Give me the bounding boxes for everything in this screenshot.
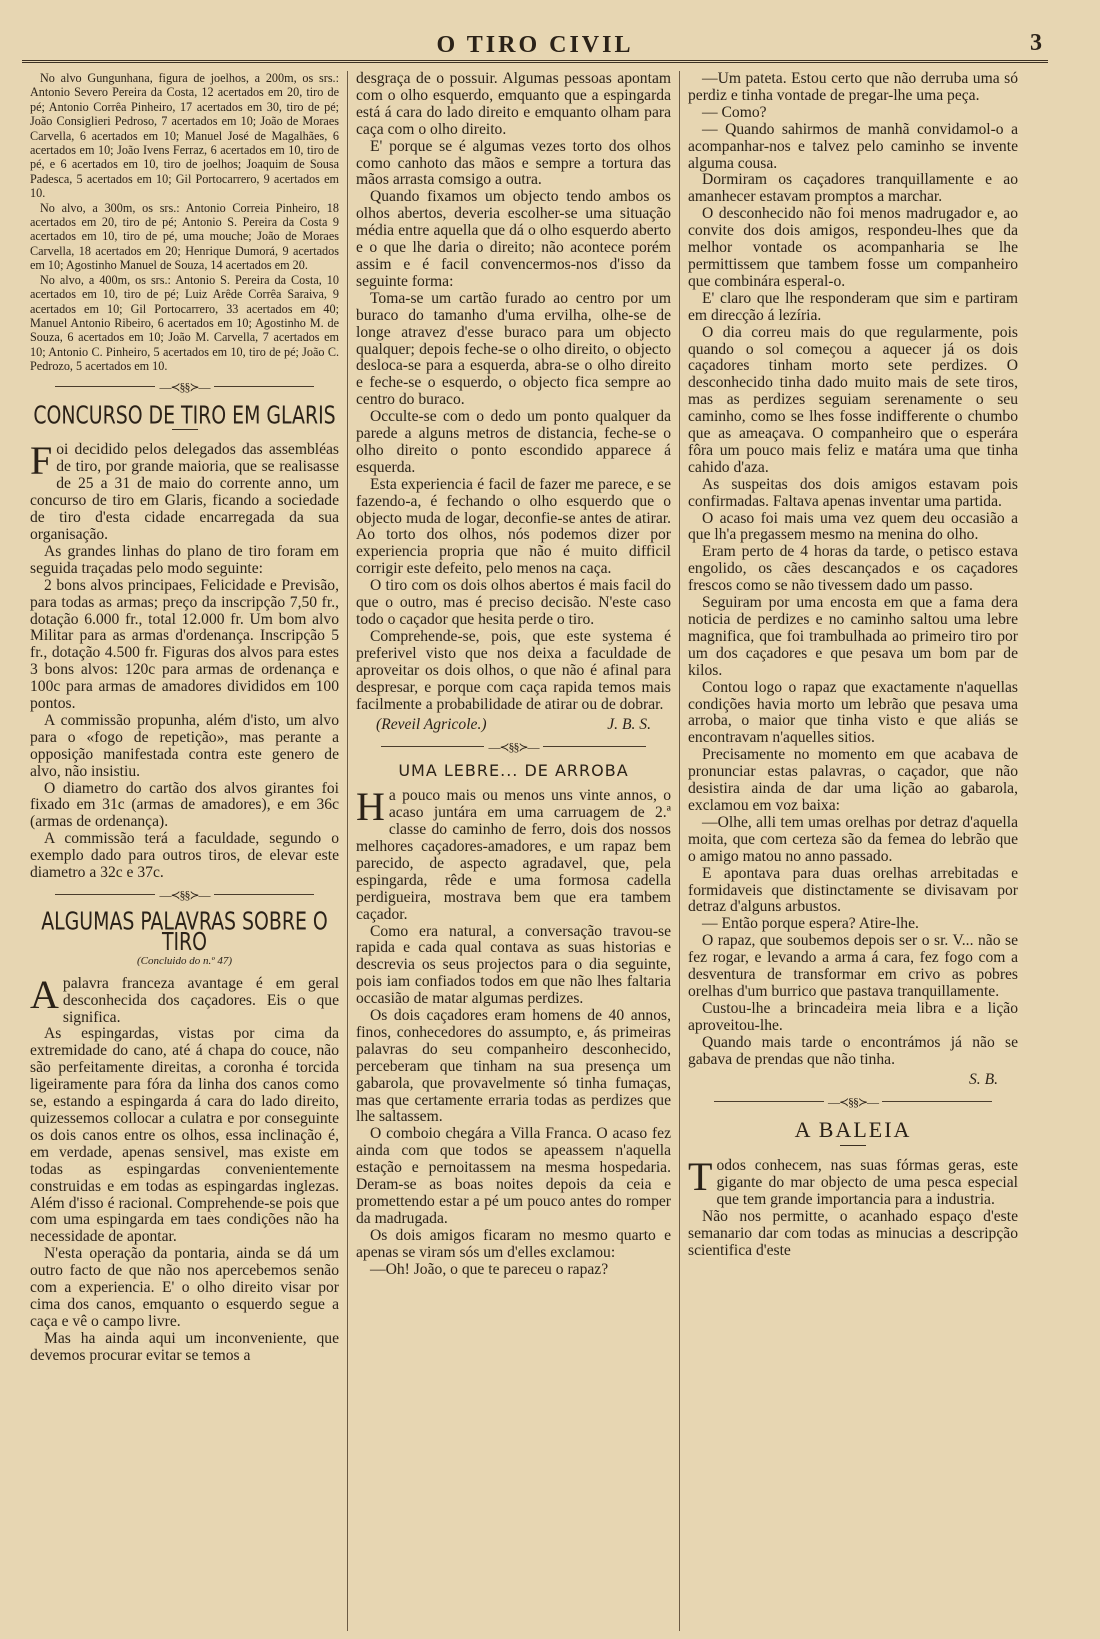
lebre-paragraph: Contou logo o rapaz que exactamente n'aquellas condições havia morto um lebrão que pesava uma arroba, o maior que tinha visto e que aliás se encontravam n'aquelles sitios. bbox=[688, 678, 1018, 747]
lebre-paragraph: Eram perto de 4 horas da tarde, o petisco estava engolido, os cães descançados e os caçadores frescos como se não tivessem dado um passo. bbox=[688, 543, 1018, 595]
palavras-paragraph: Comprehende-se, pois, que este systema é preferivel visto que nos deixa a faculdade de aproveitar os dois olhos, o que não é afinal para despresar, e porque com caça rapida temos mais facilmente a probabilidade de atirar ou de dobrar. bbox=[356, 627, 671, 713]
palavras-title: ALGUMAS PALAVRAS SOBRE O TIRO bbox=[41, 906, 328, 956]
palavras-paragraph: O tiro com os dois olhos abertos é mais facil do que o outro, mas é preciso decisão. N'este caso todo o caçador que hesita perde o tiro. bbox=[356, 577, 671, 628]
concurso-title: CONCURSO DE TIRO EM GLARIS bbox=[33, 400, 336, 429]
dropcap: A bbox=[30, 971, 59, 1017]
lebre-paragraph: —Um pateta. Estou certo que não derruba uma só perdiz e tinha vontade de pregar-lhe uma peça. bbox=[688, 71, 1018, 104]
concurso-paragraph: A commissão terá a faculdade, segundo o exemplo dado para outros tiros, de elevar este diametro a 32c e 37c. bbox=[30, 830, 339, 882]
lebre-paragraph: Seguiram por uma encosta em que a fama dera noticia de perdizes e no caminho saltou uma lebre magnifica, que foi trambulhada ao primeiro tiro por um dos caçadores e que pesava um bom par de kilos. bbox=[688, 594, 1018, 679]
palavras-paragraph: desgraça de o possuir. Algumas pessoas apontam com o olho esquerdo, emquanto que a espingarda está á cara do lado direito e emquanto olham para caça com o olho direito. bbox=[356, 71, 671, 138]
separator: —≺§§≻— bbox=[688, 1094, 1018, 1108]
column-1 bbox=[22, 71, 348, 1631]
palavras-paragraph: Esta experiencia é facil de fazer me parece, e se fazendo-a, é fechando o olho esquerdo que o objecto muda de logar, deconfie-se antes de atirar. Ao torto dos olhos, nós podemos dizer por experiencia propria que não é muito difficil corrigir este defeito, pelo menos na caça. bbox=[356, 475, 671, 578]
lebre-paragraph: As suspeitas dos dois amigos estavam pois confirmadas. Faltava apenas inventar uma partida. bbox=[688, 475, 1018, 510]
lebre-paragraph: O desconhecido não foi menos madrugador e, ao convite dos dois amigos, respondeu-lhes que da melhor vontade os acompanharia se lhe permittissem que tambem fosse um companheiro que combinára esperal-o. bbox=[688, 205, 1018, 290]
article-author: J. B. S. bbox=[607, 716, 651, 734]
lebre-paragraph: Dormiram os caçadores tranquillamente e ao amanhecer estavam promptos a marchar. bbox=[688, 171, 1018, 206]
lebre-title: UMA LEBRE... DE ARROBA bbox=[398, 761, 629, 781]
dropcap: H bbox=[356, 784, 385, 830]
palavras-paragraph: E' porque se é algumas vezes torto dos olhos como canhoto das mãos e sempre a tortura das mãos arrasta comsigo a outra. bbox=[356, 137, 671, 189]
concurso-first-paragraph: Foi decidido pelos delegados das assembléas de tiro, por grande maioria, que se realisasse de 25 a 31 de maio do corrente anno, um concurso de tiro em Glaris, ficando a sociedade de tiro d'esta cidade encarregada da sua organisação. bbox=[30, 438, 339, 543]
lebre-paragraph: Quando mais tarde o encontrámos já não se gabava de prendas que não tinha. bbox=[688, 1033, 1018, 1068]
dropcap: F bbox=[30, 438, 53, 484]
lebre-first-paragraph: Ha pouco mais ou menos uns vinte annos, o acaso juntára em uma carruagem de 2.ª classe do caminho de ferro, dois dos nossos melhores caçadores-amadores, e um rapaz bem parecido, de aspecto agradavel, que, pela espingarda, rêde e uma formosa cadella perdigueira, mostrava bem que era tambem caçador. bbox=[356, 784, 671, 923]
separator: —≺§§≻— bbox=[356, 739, 671, 753]
lebre-paragraph: — Como? bbox=[702, 103, 767, 121]
article-source: (Reveil Agricole.) bbox=[376, 716, 487, 734]
palavras-first-paragraph: Apalavra franceza avantage é em geral desconhecida dos caçadores. Eis o que significa. bbox=[30, 971, 339, 1026]
lebre-paragraph: O acaso foi mais uma vez quem deu occasião a que lh'a pregassem mesmo na menina do olho. bbox=[688, 509, 1018, 544]
newspaper-title: O TIRO CIVIL bbox=[436, 32, 634, 58]
palavras-paragraph: Mas ha ainda aqui um inconveniente, que devemos procurar evitar se temos a bbox=[30, 1329, 339, 1364]
short-rule bbox=[172, 429, 198, 430]
lebre-paragraph: Os dois amigos ficaram no mesmo quarto e apenas se viram sós um d'elles exclamou: bbox=[356, 1226, 671, 1261]
baleia-paragraph: Não nos permitte, o acanhado espaço d'este semanario dar com todas as minucias a descripção scientifica d'este bbox=[688, 1208, 1018, 1259]
columns bbox=[22, 71, 1048, 1631]
palavras-paragraph: Quando fixamos um objecto tendo ambos os olhos abertos, deveria escolher-se uma situação média entre aquella que dá o olho esquerdo aberto e o que lhe daria o direito; não acontece porém assim e é facil convencermos-nos d'isso da seguinte forma: bbox=[356, 188, 671, 290]
lebre-paragraph: Como era natural, a conversação travou-se rapida e cada qual contava as suas historias e descrevia os seus projectos para o dia seguinte, pois iam confiados todos em que não lhes faltaria occasião de matar algumas perdizes. bbox=[356, 922, 671, 1008]
lebre-paragraph: Os dois caçadores eram homens de 40 annos, finos, conhecedores do assumpto, e, ás primeiras palavras do seu companheiro desconhecido, perceberam que tinham na sua presença um gabarola, que provavelmente só tinha fumaças, mas que certamente erraria todas as perdizes que lhe saltassem. bbox=[356, 1007, 671, 1126]
concurso-paragraph: 2 bons alvos principaes, Felicidade e Previsão, para todas as armas; preço da inscripção 7,50 fr., dotação 6.000 fr., total 12.000 fr. Um bom alvo Militar para as armas d'ordenança. Inscripção 5 fr., dotação 4.500 fr. Figuras dos alvos para estes 3 bons alvos: 120c para armas de ordenança e 100c para armas de amadores divididos em 100 pontos. bbox=[30, 576, 339, 713]
lebre-paragraph: Custou-lhe a brincadeira meia libra e a lição aproveitou-lhe. bbox=[688, 999, 1018, 1034]
signature-line bbox=[356, 717, 671, 734]
lebre-paragraph: — Então porque espera? Atire-lhe. bbox=[702, 915, 919, 933]
lebre-paragraph: O rapaz, que soubemos depois ser o sr. V... não se fez rogar, e levando a arma á cara, fez fogo com a desventura de transformar em crivo as pobres orelhas d'um burrico que pastava tranquillamente. bbox=[688, 932, 1018, 1000]
baleia-title: A BALEIA bbox=[794, 1117, 912, 1143]
lebre-paragraph: O comboio chegára a Villa Franca. O acaso fez ainda com que todos se apeassem n'aquella estação e pernoitassem na mesma hospedaria. Deram-se as boas noites depois da ceia e promettendo estar a pé um pouco antes do romper da madrugada. bbox=[356, 1125, 671, 1227]
baleia-first-paragraph: Todos conhecem, nas suas fórmas geras, este gigante do mar objecto de uma pesca especial que tem grande importancia para a industria. bbox=[688, 1154, 1018, 1209]
lebre-paragraph: E apontava para duas orelhas arrebitadas e formidaveis que distinctamente se divisavam por detraz d'alguns arbustos. bbox=[688, 864, 1018, 916]
masthead bbox=[22, 28, 1048, 63]
lebre-paragraph: —Oh! João, o que te pareceu o rapaz? bbox=[370, 1260, 609, 1278]
lebre-paragraph: Precisamente no momento em que acabava de pronunciar estas palavras, o caçador, que não desistira ainda de dar uma lição ao gabarola, exclamou em voz baixa: bbox=[688, 746, 1018, 814]
article-author: S. B. bbox=[968, 1071, 998, 1089]
palavras-paragraph: Toma-se um cartão furado ao centro por um buraco do tamanho d'uma ervilha, olhe-se de longe atravez d'esse buraco para um objecto qualquer; depois feche-se o olho direito, o objecto desloca-se para a esquerda, abra-se o olho direito e feche-se o esquerdo, o objecto fica sempre ao centro do buraco. bbox=[356, 289, 671, 409]
column-2 bbox=[348, 71, 680, 1631]
lebre-paragraph: —Olhe, alli tem umas orelhas por detraz d'aquella moita, que com certeza são da femea do lebrão que o amigo matou no anno passado. bbox=[688, 813, 1018, 865]
lebre-paragraph: E' claro que lhe responderam que sim e partiram em direcção á lezíria. bbox=[688, 289, 1018, 324]
results-paragraph: No alvo, a 300m, os srs.: Antonio Correia Pinheiro, 18 acertados em 20, tiro de pé; Antonio S. Pereira da Costa 9 acertados em 10, tiro de pé, uma mouche; João de Moraes Carvella, 18 acertados em 20; Henrique Dumorá, 9 acertados em 10; Agostinho Manuel de Souza, 14 acertados em 20. bbox=[30, 200, 339, 273]
palavras-paragraph: Occulte-se com o dedo um ponto qualquer da parede a alguns metros de distancia, feche-se o olho direito o ponto escondido apparece á esquerda. bbox=[356, 408, 671, 476]
continued-note: (Concluido do n.º 47) bbox=[136, 954, 233, 967]
palavras-paragraph: N'esta operação da pontaria, ainda se dá um outro facto de que não nos apercebemos senão com a experiencia. E' o olho direito visar por cima dos canos, emquanto o esquerdo segue a caça e vê o campo livre. bbox=[30, 1245, 339, 1330]
results-list bbox=[30, 71, 339, 374]
results-paragraph: No alvo Gungunhana, figura de joelhos, a 200m, os srs.: Antonio Severo Pereira da Costa, 12 acertados em 20, tiro de pé; Antonio Corrêa Pinheiro, 17 acertados em 30, tiro de pé; João Consiglieri Pedroso, 7 acertados em 10; João de Moraes Carvella, 6 acertados em 10; Manuel José de Magalhães, 6 acertados em 10; João Ivens Ferraz, 6 acertados em 10, tiro de pé, e 6 acertados em 10, tiro de joelhos; Joaquim de Sousa Padesca, 5 acertados em 10; Gil Portocarrero, 9 acertados em 10. bbox=[30, 71, 339, 201]
dropcap: T bbox=[688, 1154, 713, 1200]
short-rule bbox=[840, 1145, 866, 1146]
lebre-paragraph: — Quando sahirmos de manhã convidamol-o a acompanhar-nos e talvez pelo caminho se invente alguma cousa. bbox=[688, 120, 1018, 172]
separator: —≺§§≻— bbox=[30, 379, 339, 393]
page-number: 3 bbox=[1030, 30, 1042, 56]
results-paragraph: No alvo, a 400m, os srs.: Antonio S. Pereira da Costa, 10 acertados em 10, tiro de pé; Luiz Arêde Corrêa Saraiva, 9 acertados em 10; Gil Portocarrero, 33 acertados em 40; Manuel Antonio Ribeiro, 6 acertados em 10; Agostinho M. de Souza, 6 acertados em 10; João M. Carvella, 7 acertados em 10; Antonio C. Pinheiro, 5 acertados em 10, tiro de pé; João C. Pedrozo, 5 acertados em 10. bbox=[30, 272, 339, 374]
palavras-paragraph: As espingardas, vistas por cima da extremidade do cano, até á chapa do couce, não são perfeitamente direitas, a coronha é torcida ligeiramente para fóra da linha dos canos como se, estando a espingarda á cara do lado direito, quizessemos collocar a culatra e por conseguinte os dois canos entre os olhos, essa inclinação é, em verdade, apenas sensivel, mas existe em todas as espingardas convenientemente construidas e em todas as espingardas inglezas. Além d'isso é racional. Comprehende-se pois que com uma espingarda em taes condições não ha necessidade de apontar. bbox=[30, 1025, 339, 1246]
lebre-paragraph: O dia correu mais do que regularmente, pois quando o sol começou a aquecer já os dois caçadores tinham morto sete perdizes. O desconhecido tinha dado muito mais de sete tiros, mas as perdizes seguiam serenamente o seu caminho, como se lhes fosse indifferente o chumbo que as ameaçava. O companheiro que o esperára fôra um pouco mais feliz e matára uma que tinha cahido d'aza. bbox=[688, 323, 1018, 476]
concurso-paragraph: As grandes linhas do plano de tiro foram em seguida traçadas pelo modo seguinte: bbox=[30, 542, 339, 577]
concurso-paragraph: A commissão propunha, além d'isto, um alvo para o «fogo de repetição», mas perante a opposição manifestada contra este genero de alvo, não insistiu. bbox=[30, 711, 339, 780]
separator: —≺§§≻— bbox=[30, 887, 339, 901]
concurso-paragraph: O diametro do cartão dos alvos girantes foi fixado em 31c (armas de amadores), e em 36c (armas de ordenança). bbox=[30, 779, 339, 831]
column-3 bbox=[680, 71, 1026, 1631]
